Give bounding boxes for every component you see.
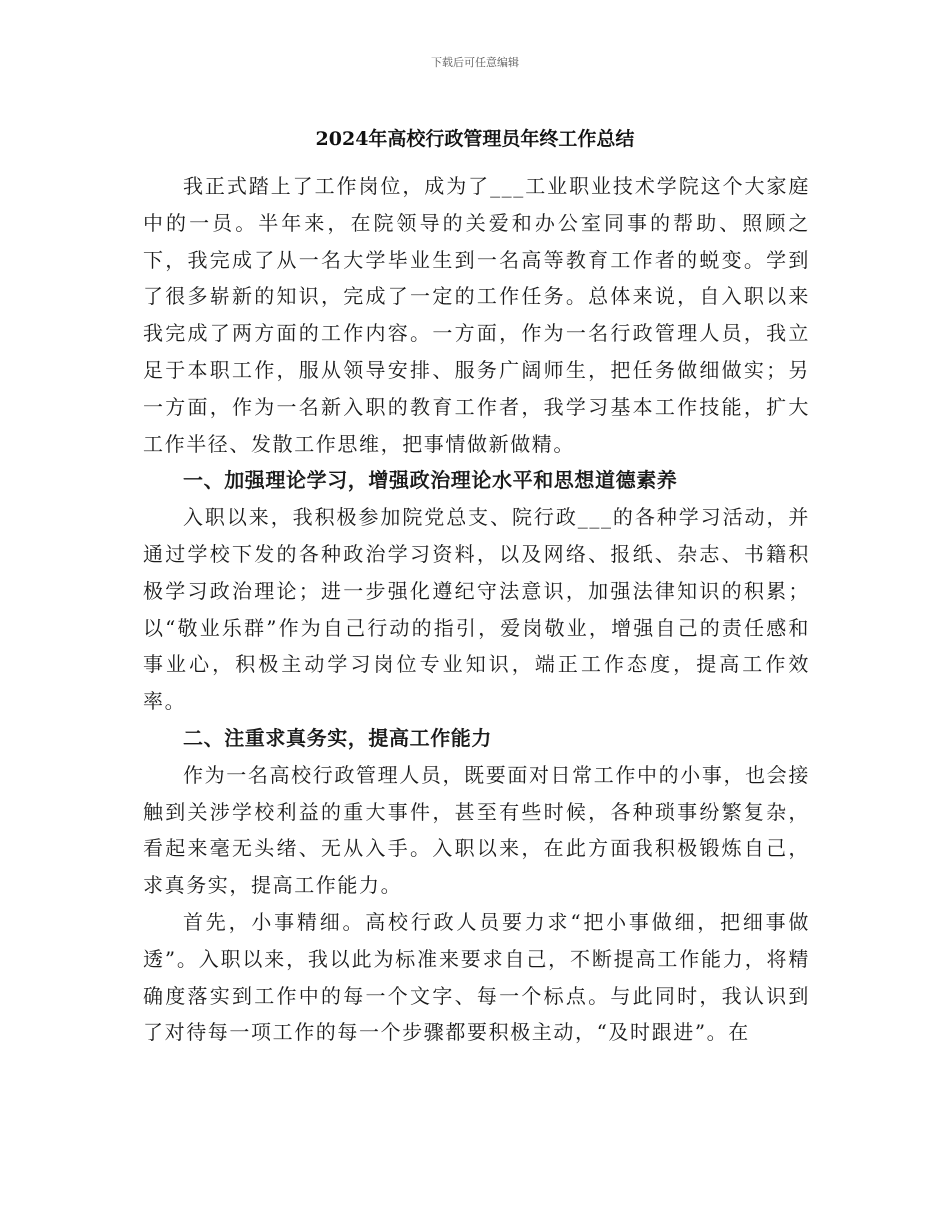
document-body bbox=[143, 168, 810, 1051]
paragraph-intro: 我正式踏上了工作岗位，成为了___工业职业技术学院这个大家庭中的一员。半年来，在院领导的关爱和办公室同事的帮助、照顾之下，我完成了从一名大学毕业生到一名高等教育工作者的蜕变。学到了很多崭新的知识，完成了一定的工作任务。总体来说，自入职以来我完成了两方面的工作内容。一方面，作为一名行政管理人员，我立足于本职工作，服从领导安排、服务广阔师生，把任务做细做实；另一方面，作为一名新入职的教育工作者，我学习基本工作技能，扩大工作半径、发散工作思维，把事情做新做精。 bbox=[143, 174, 810, 456]
section-heading-2: 二、注重求真务实，提高工作能力 bbox=[183, 725, 492, 750]
header-note: 下载后可任意编辑 bbox=[431, 56, 519, 69]
paragraph-work-ability: 作为一名高校行政管理人员，既要面对日常工作中的小事，也会接触到关涉学校利益的重大事件，甚至有些时候，各种琐事纷繁复杂，看起来毫无头绪、无从入手。入职以来，在此方面我积极锻炼自己，求真务实，提高工作能力。 bbox=[143, 762, 810, 898]
page-title: 2024年高校行政管理员年终工作总结 bbox=[315, 128, 635, 150]
paragraph-details: 首先，小事精细。高校行政人员要力求“把小事做细，把细事做透”。入职以来，我以此为标准来要求自己，不断提高工作能力，将精确度落实到工作中的每一个文字、每一个标点。与此同时，我认识到了对待每一项工作的每一个步骤都要积极主动，“及时跟进”。在 bbox=[143, 909, 810, 1045]
paragraph-theory-study: 入职以来，我积极参加院党总支、院行政___的各种学习活动，并通过学校下发的各种政治学习资料，以及网络、报纸、杂志、书籍积极学习政治理论；进一步强化遵纪守法意识，加强法律知识的积累；以“敬业乐群”作为自己行动的指引，爱岗敬业，增强自己的责任感和事业心，积极主动学习岗位专业知识，端正工作态度，提高工作效率。 bbox=[143, 505, 810, 714]
section-heading-1: 一、加强理论学习，增强政治理论水平和思想道德素养 bbox=[183, 468, 678, 493]
